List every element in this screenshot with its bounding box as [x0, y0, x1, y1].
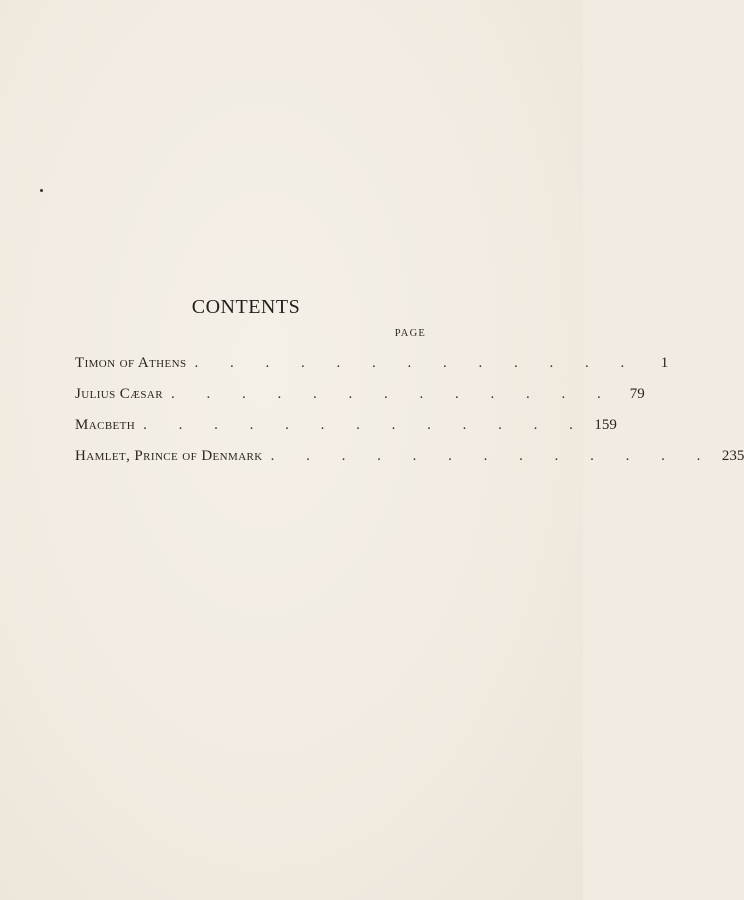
toc-entry-page: 159 [594, 417, 617, 433]
toc-entry-title: Hamlet, Prince of Denmark [75, 448, 263, 464]
toc-entry-page: 1 [660, 355, 669, 371]
toc-entry-title: Timon of Athens [75, 355, 187, 371]
page-column-header: PAGE [394, 328, 426, 339]
contents-title: CONTENTS [191, 296, 301, 318]
toc-entry-timon [75, 355, 669, 386]
toc-entry-hamlet [75, 448, 744, 479]
dot-leader: . . . . . . . . . . . . . [143, 417, 587, 433]
toc-entry-title: Macbeth [75, 417, 136, 433]
ink-speck [40, 189, 43, 192]
dot-leader: . . . . . . . . . . . . . [270, 448, 715, 464]
toc-entry-title: Julius Cæsar [75, 386, 163, 402]
dot-leader: . . . . . . . . . . . . . [194, 355, 639, 371]
toc-entry-page: 79 [629, 386, 645, 402]
toc-entry-julius-caesar [75, 386, 645, 417]
table-of-contents [75, 355, 744, 479]
toc-entry-macbeth [75, 417, 617, 448]
toc-entry-page: 235 [721, 448, 744, 464]
dot-leader: . . . . . . . . . . . . . [170, 386, 615, 402]
